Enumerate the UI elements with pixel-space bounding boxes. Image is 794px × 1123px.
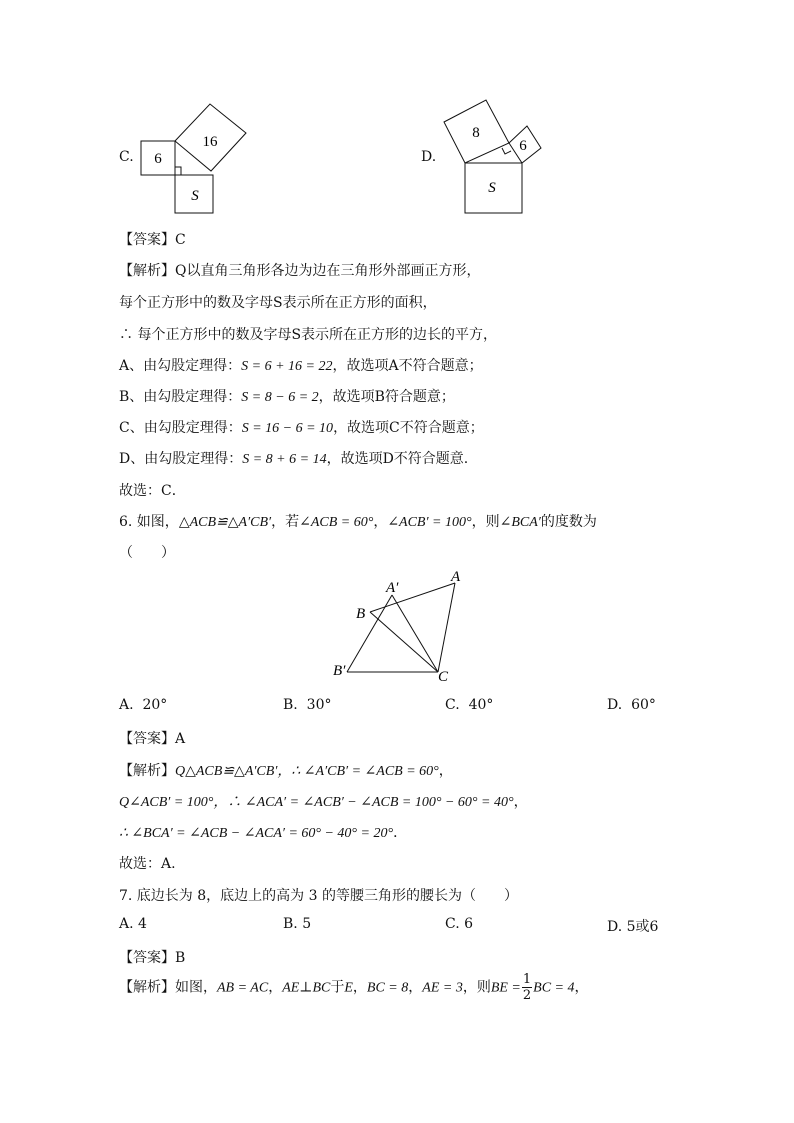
vertex-b: B bbox=[356, 606, 366, 622]
vertex-b1: B′ bbox=[333, 663, 346, 679]
line-pre: C、由勾股定理得： bbox=[119, 420, 242, 436]
q6-conclusion: 故选：A. bbox=[119, 856, 176, 872]
right-angle-mark bbox=[175, 167, 181, 175]
q5-analysis-line1 bbox=[119, 260, 480, 280]
q6-option-a bbox=[119, 697, 167, 713]
analysis-text: ， bbox=[268, 979, 283, 996]
q6-stem-line1 bbox=[119, 511, 597, 531]
q7-option-d bbox=[607, 916, 658, 936]
option-value: 60° bbox=[631, 697, 656, 713]
option-value: 20° bbox=[142, 697, 168, 713]
q5-analysis-line3: ∴ 每个正方形中的数及字母S表示所在正方形的边长的平方， bbox=[119, 327, 498, 343]
answer-value: B bbox=[175, 950, 186, 966]
option-value: 40° bbox=[468, 697, 494, 713]
analysis-text: 于 bbox=[330, 979, 345, 996]
q7-analysis-line1 bbox=[119, 973, 589, 1002]
segment-b-a bbox=[370, 583, 455, 612]
answer-value: A bbox=[175, 731, 186, 747]
analysis-text: ， bbox=[352, 979, 367, 996]
option-d-figure bbox=[438, 97, 548, 217]
answer-value: C bbox=[175, 232, 186, 248]
q6-sep: ， bbox=[373, 514, 388, 530]
analysis-math: AE⊥BC bbox=[282, 980, 331, 996]
line-eq: S = 6 + 16 = 22 bbox=[241, 359, 333, 374]
option-letter: B. bbox=[283, 697, 298, 713]
q5-analysis-line-d bbox=[119, 448, 468, 468]
q6-condition-2: ∠ACB′ = 100° bbox=[387, 515, 472, 530]
analysis-math: BC = 8 bbox=[366, 980, 409, 996]
q6-analysis-line1 bbox=[119, 760, 453, 780]
analysis-text: ，则 bbox=[462, 979, 491, 996]
q6-ask: ∠BCA′ bbox=[499, 515, 541, 530]
right-angle-mark-d bbox=[502, 148, 511, 154]
option-letter: A. bbox=[119, 916, 134, 932]
line-post: ，故选项C不符合题意； bbox=[333, 420, 484, 436]
line-eq: S = 8 + 6 = 14 bbox=[242, 452, 327, 467]
vertex-c: C bbox=[438, 669, 449, 685]
q6-stem-line2: （ ） bbox=[119, 545, 175, 561]
segment-a1-c bbox=[392, 595, 438, 672]
q7-answer bbox=[119, 947, 185, 967]
q5-analysis-line-b bbox=[119, 386, 455, 406]
analysis-text: 如图， bbox=[175, 979, 217, 996]
q7-option-a bbox=[119, 916, 147, 932]
square-8-value: 8 bbox=[472, 125, 480, 141]
q6-text: 的度数为 bbox=[540, 514, 597, 530]
option-c-figure bbox=[135, 100, 255, 218]
line-post: ，故选项B符合题意； bbox=[318, 389, 455, 405]
analysis-math: ∴ ∠BCA′ = ∠ACB − ∠ACA′ = 60° − 40° = 20° bbox=[119, 826, 394, 841]
q5-analysis-line2: 每个正方形中的数及字母S表示所在正方形的面积， bbox=[119, 295, 437, 311]
option-letter: C. bbox=[445, 697, 460, 713]
q5-analysis-line-a bbox=[119, 355, 483, 375]
analysis-math: AB = AC bbox=[217, 980, 269, 996]
q6-number: 6. bbox=[119, 514, 133, 530]
q5-conclusion: 故选：C． bbox=[119, 483, 186, 499]
analysis-text: ， bbox=[408, 979, 423, 996]
q6-analysis-line3 bbox=[119, 822, 407, 842]
analysis-text: ， bbox=[574, 979, 589, 996]
analysis-tag: 【解析】 bbox=[119, 979, 175, 996]
q5-analysis-line-c bbox=[119, 417, 484, 437]
line-pre: D、由勾股定理得： bbox=[119, 451, 243, 467]
q6-analysis-line2 bbox=[119, 791, 528, 811]
analysis-math: Q∠ACB′ = 100° bbox=[119, 795, 214, 810]
option-value: 30° bbox=[306, 697, 332, 713]
line-post: ，故选项D不符合题意. bbox=[326, 451, 469, 467]
line-pre: B、由勾股定理得： bbox=[119, 389, 242, 405]
option-value: 5 bbox=[302, 916, 312, 932]
analysis-math: ，∴ ∠A′CB′ = ∠ACB = 60° bbox=[277, 764, 439, 779]
line-eq: S = 8 − 6 = 2 bbox=[241, 390, 319, 405]
analysis-math: Q△ACB≌△A′CB′ bbox=[175, 764, 278, 779]
option-letter: A. bbox=[119, 697, 134, 713]
analysis-tag: 【解析】 bbox=[119, 763, 175, 779]
q6-text: ，若 bbox=[271, 514, 300, 530]
analysis-text: ． bbox=[393, 825, 408, 841]
analysis-text: ， bbox=[438, 763, 453, 779]
q6-option-d bbox=[607, 697, 656, 713]
q7-stem: 7. 底边长为 8，底边上的高为 3 的等腰三角形的腰长为（ ） bbox=[119, 888, 518, 904]
vertex-a: A bbox=[451, 569, 461, 585]
q6-triangle-figure bbox=[325, 565, 475, 685]
answer-tag: 【答案】 bbox=[119, 731, 175, 747]
q6-condition-1: ∠ACB = 60° bbox=[299, 515, 374, 530]
square-6b-value: 6 bbox=[519, 138, 527, 154]
square-s-value: S bbox=[191, 188, 199, 204]
analysis-math: BE = bbox=[490, 980, 521, 996]
answer-tag: 【答案】 bbox=[119, 950, 175, 966]
q5-answer bbox=[119, 229, 186, 249]
fraction-numerator: 1 bbox=[522, 972, 532, 987]
square-16-value: 16 bbox=[202, 134, 218, 150]
analysis-math: E bbox=[344, 980, 353, 996]
q7-option-b bbox=[283, 916, 311, 932]
q6-text: 如图， bbox=[132, 514, 179, 530]
line-eq: S = 16 − 6 = 10 bbox=[241, 421, 334, 436]
segment-a-c bbox=[438, 583, 455, 672]
option-letter: D. bbox=[607, 919, 623, 935]
q7-option-c bbox=[445, 916, 473, 932]
option-value: 5或6 bbox=[626, 919, 659, 935]
option-d-label: D. bbox=[421, 149, 437, 165]
line-post: ，故选项A不符合题意； bbox=[332, 358, 483, 374]
analysis-text: ， bbox=[513, 794, 528, 810]
option-value: 6 bbox=[464, 916, 474, 932]
analysis-tag: 【解析】 bbox=[119, 263, 175, 279]
option-letter: D. bbox=[607, 697, 623, 713]
analysis-math: ，∴ ∠ACA′ = ∠ACB′ − ∠ACB = 100° − 60° = 40° bbox=[213, 795, 514, 810]
line-pre: A、由勾股定理得： bbox=[119, 358, 242, 374]
square-6-value: 6 bbox=[154, 151, 162, 167]
q6-option-c bbox=[445, 697, 493, 713]
fraction-denominator: 2 bbox=[522, 988, 532, 1003]
analysis-text: Q以直角三角形各边为边在三角形外部画正方形， bbox=[175, 263, 481, 279]
segment-b-c bbox=[370, 612, 438, 672]
q6-text: ，则 bbox=[471, 514, 500, 530]
option-letter: C. bbox=[445, 916, 460, 932]
fraction-half bbox=[522, 973, 532, 1002]
option-letter: B. bbox=[283, 916, 298, 932]
option-value: 4 bbox=[138, 916, 147, 932]
option-c-label: C. bbox=[119, 149, 134, 165]
q6-option-b bbox=[283, 697, 331, 713]
square-s-d-value: S bbox=[488, 180, 496, 196]
vertex-a1: A′ bbox=[386, 580, 399, 596]
q6-congruence: △ACB≌△A′CB′ bbox=[178, 515, 272, 530]
q6-answer bbox=[119, 728, 185, 748]
analysis-math: BC = 4 bbox=[533, 980, 575, 996]
analysis-math: AE = 3 bbox=[422, 980, 463, 996]
answer-tag: 【答案】 bbox=[119, 232, 175, 248]
